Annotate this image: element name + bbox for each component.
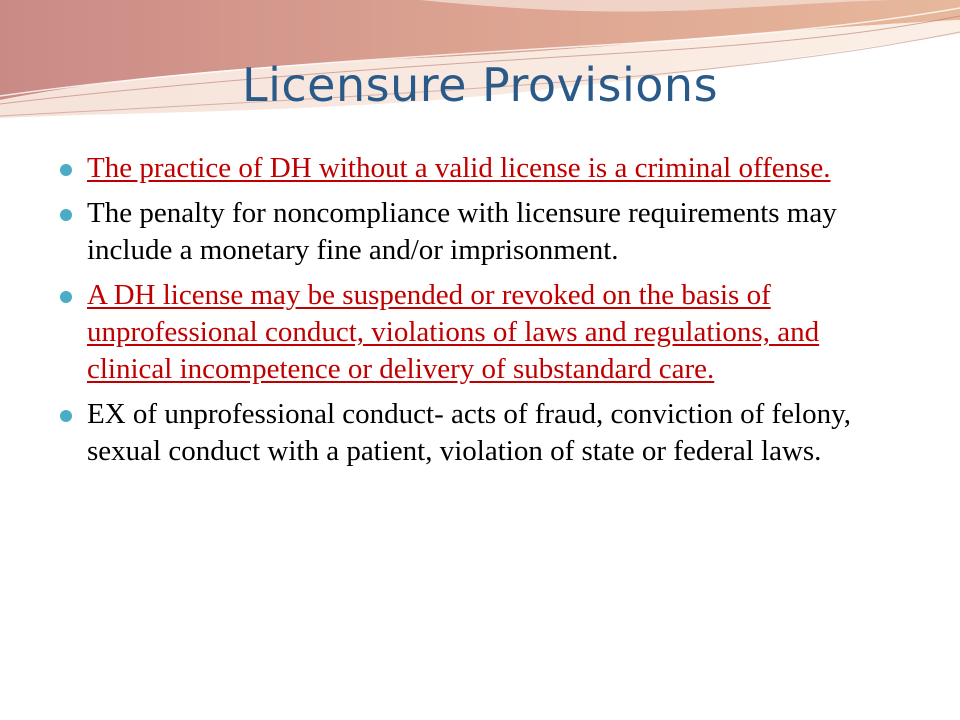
bullet-list bbox=[58, 150, 908, 478]
bullet-text: The practice of DH without a valid license is a criminal offense. bbox=[87, 152, 831, 184]
bullet-text: EX of unprofessional conduct- acts of fraud, conviction of felony, sexual conduct with a patient, violation of state or federal laws. bbox=[87, 398, 851, 467]
slide-title: Licensure Provisions bbox=[241, 58, 719, 112]
bullet-dot-icon bbox=[60, 164, 72, 176]
bullet-item bbox=[58, 150, 908, 187]
bullet-dot-icon bbox=[60, 410, 72, 422]
bullet-item bbox=[58, 396, 908, 470]
bullet-dot-icon bbox=[60, 209, 72, 221]
bullet-item bbox=[58, 277, 908, 388]
bullet-dot-icon bbox=[60, 291, 72, 303]
bullet-item bbox=[58, 195, 908, 269]
bullet-text: A DH license may be suspended or revoked on the basis of unprofessional conduct, violations of laws and regulations, and clinical incompetence or delivery of substandard care. bbox=[87, 279, 820, 385]
bullet-text: The penalty for noncompliance with licensure requirements may include a monetary fine and/or imprisonment. bbox=[87, 197, 837, 266]
